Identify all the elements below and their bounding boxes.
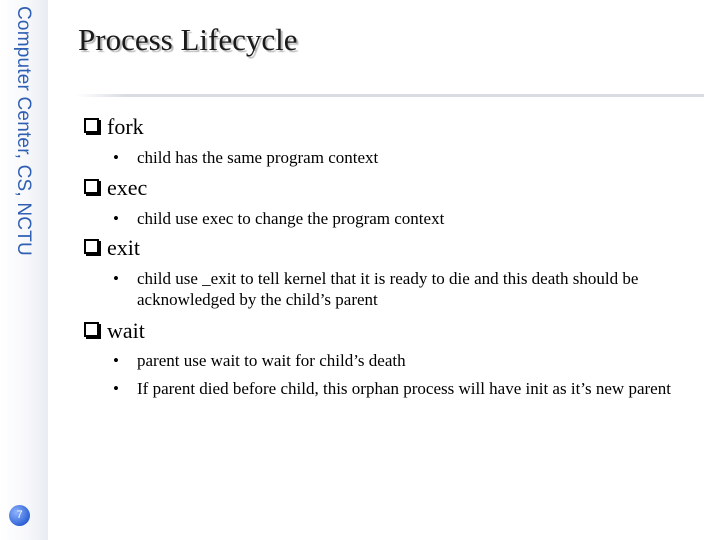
bullet-dot-icon: • (113, 269, 119, 288)
bullet-item (113, 147, 687, 168)
bullet-dot-icon: • (113, 148, 119, 167)
sidebar (0, 0, 48, 540)
bullet-item (113, 208, 687, 229)
section-heading-fork (84, 114, 144, 140)
page-number-badge: 7 (9, 505, 30, 526)
section-heading-text: exit (107, 235, 140, 260)
bullet-dot-icon: • (113, 209, 119, 228)
checkbox-bullet-icon (84, 118, 99, 133)
bullet-item (113, 378, 687, 399)
checkbox-bullet-icon (84, 239, 99, 254)
bullet-dot-icon: • (113, 351, 119, 370)
bullet-text: child use _exit to tell kernel that it is ready to die and this death should be acknowledged by the child’s parent (137, 269, 639, 309)
bullet-item (113, 268, 687, 310)
section-heading-exit (84, 235, 140, 261)
section-heading-exec (84, 175, 147, 201)
section-heading-text: wait (107, 318, 145, 343)
bullet-text: child use exec to change the program context (137, 209, 445, 228)
sidebar-label: Computer Center, CS, NCTU (13, 6, 34, 256)
bullet-text: If parent died before child, this orphan process will have init as it’s new parent (137, 379, 671, 398)
slide-title: Process Lifecycle (78, 22, 298, 57)
bullet-text: parent use wait to wait for child’s death (137, 351, 406, 370)
section-heading-text: fork (107, 114, 144, 139)
bullet-dot-icon: • (113, 379, 119, 398)
bullet-item (113, 350, 687, 371)
checkbox-bullet-icon (84, 322, 99, 337)
checkbox-bullet-icon (84, 179, 99, 194)
section-heading-text: exec (107, 175, 148, 200)
title-divider (76, 94, 704, 97)
bullet-text: child has the same program context (137, 148, 379, 167)
section-heading-wait (84, 318, 145, 344)
